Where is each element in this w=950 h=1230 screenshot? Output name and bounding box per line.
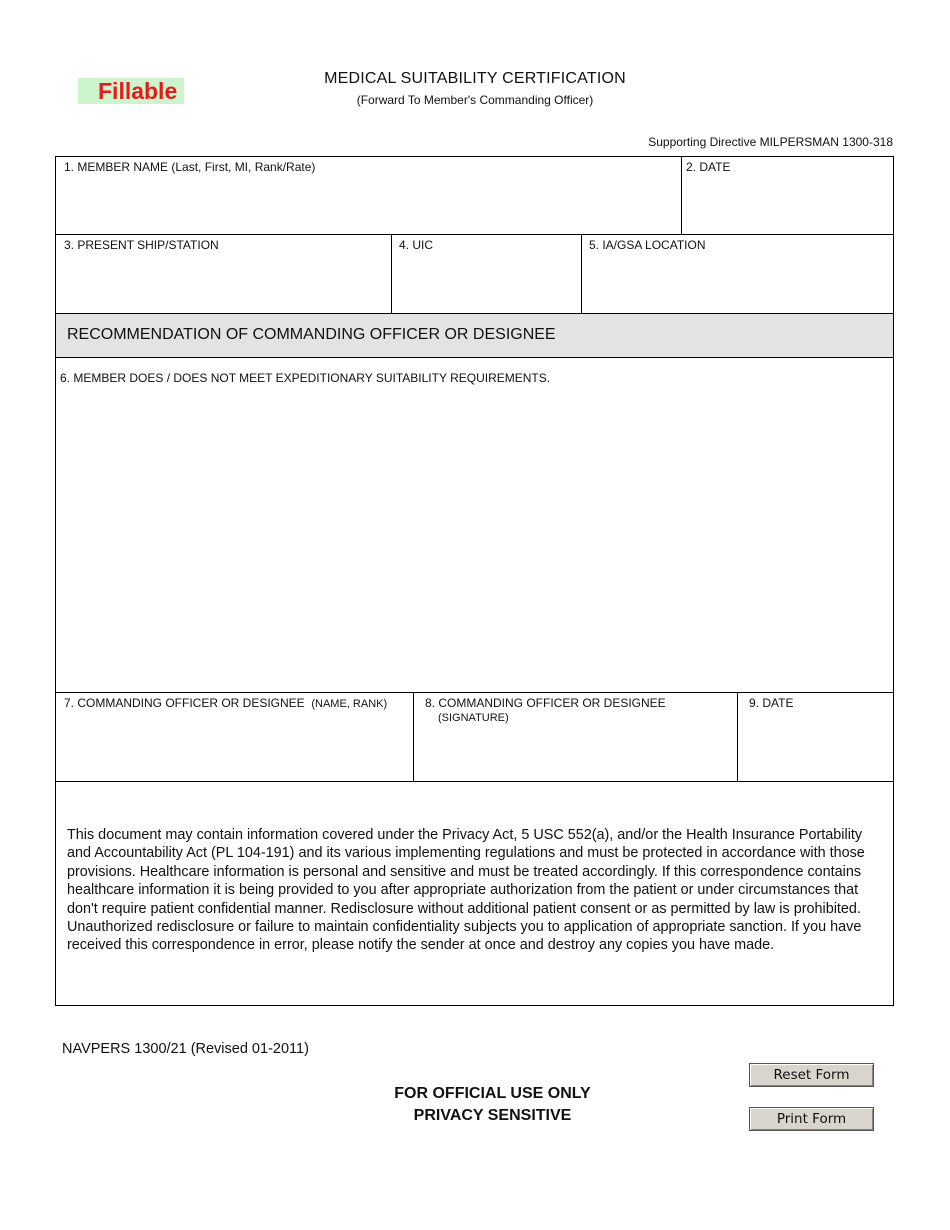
ia-gsa-location-input[interactable] <box>583 256 892 310</box>
co-name-label-text: 7. COMMANDING OFFICER OR DESIGNEE <box>64 696 305 710</box>
uic-label: 4. UIC <box>399 238 434 252</box>
co-name-label <box>64 696 387 711</box>
print-form-button[interactable]: Print Form <box>749 1107 874 1131</box>
sign-date-label: 9. DATE <box>749 696 794 710</box>
privacy-notice: This document may contain information covered under the Privacy Act, 5 USC 552(a), and/or the Health Insurance Portability and Accountability Act (PL 104-191) and its various implementing regulations and must be protected in accordance with those provisions. Healthcare information is personal and sensitive and must be treated accordingly. If this correspondence contains healthcare information it is being provided to you after appropriate authorization from the patient or under circumstances that don't require patient confidential manner. Redisclosure without additional patient consent or as permitted by law is prohibited. Unauthorized redisclosure or failure to maintain confidentiality subjects you to application of appropriate sanction. If you have received this correspondence in error, please notify the sender at once and destroy any copies you have made. <box>67 827 865 954</box>
form-title: MEDICAL SUITABILITY CERTIFICATION <box>324 70 626 87</box>
suitability-remarks-input[interactable] <box>57 392 892 688</box>
col-divider-uic <box>391 234 392 314</box>
date-input[interactable] <box>683 178 892 230</box>
fillable-label: Fillable <box>98 78 178 104</box>
present-ship-station-input[interactable] <box>57 256 389 310</box>
member-name-input[interactable] <box>57 178 679 230</box>
suitability-label: 6. MEMBER DOES / DOES NOT MEET EXPEDITIONARY SUITABILITY REQUIREMENTS. <box>60 371 551 385</box>
form-subtitle: (Forward To Member's Commanding Officer) <box>356 93 594 107</box>
row-divider-1 <box>55 234 894 235</box>
co-name-input[interactable] <box>57 726 411 778</box>
co-signature-label: 8. COMMANDING OFFICER OR DESIGNEE <box>425 696 666 710</box>
co-name-sublabel: (NAME, RANK) <box>311 698 388 710</box>
co-signature-sublabel: (SIGNATURE) <box>438 712 509 724</box>
member-name-label: 1. MEMBER NAME (Last, First, MI, Rank/Rate) <box>64 160 316 174</box>
row-divider-3 <box>55 357 894 358</box>
present-ship-station-label: 3. PRESENT SHIP/STATION <box>64 238 219 252</box>
form-number: NAVPERS 1300/21 (Revised 01-2011) <box>62 1041 309 1057</box>
row-divider-5 <box>55 781 894 782</box>
ia-gsa-location-label: 5. IA/GSA LOCATION <box>589 238 706 252</box>
row-divider-4 <box>55 692 894 693</box>
privacy-sensitive-label: PRIVACY SENSITIVE <box>413 1107 572 1124</box>
col-divider-date <box>681 156 682 234</box>
col-divider-sign-date <box>737 692 738 781</box>
recommendation-heading: RECOMMENDATION OF COMMANDING OFFICER OR DESIGNEE <box>67 326 556 343</box>
supporting-directive: Supporting Directive MILPERSMAN 1300-318 <box>648 135 893 149</box>
uic-input[interactable] <box>393 256 579 310</box>
co-signature-area[interactable] <box>415 728 735 778</box>
date-label: 2. DATE <box>686 160 731 174</box>
sign-date-input[interactable] <box>739 726 892 778</box>
fouo-label: FOR OFFICIAL USE ONLY <box>394 1085 591 1102</box>
col-divider-location <box>581 234 582 314</box>
col-divider-signature <box>413 692 414 781</box>
reset-form-button[interactable]: Reset Form <box>749 1063 874 1087</box>
